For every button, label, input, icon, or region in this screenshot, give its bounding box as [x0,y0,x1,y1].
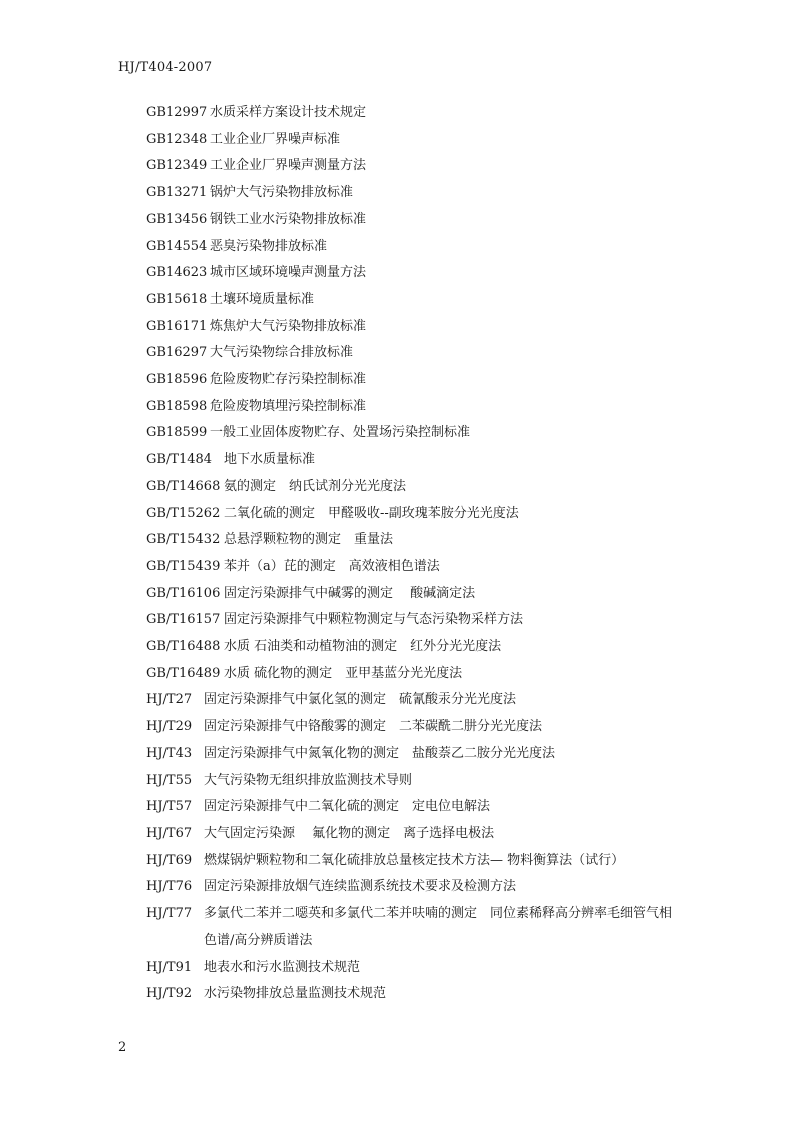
standard-title: 固定污染源排气中碱雾的测定 酸碱滴定法 [224,585,476,601]
reference-item [146,474,706,501]
reference-item [146,367,706,394]
reference-item [146,741,706,768]
standard-title: 二氧化硫的测定 甲醛吸收--副玫瑰苯胺分光光度法 [224,505,519,521]
standard-code: HJ/T43 [146,745,193,761]
standard-code: GB14623 [146,265,208,281]
reference-item [146,554,706,581]
standard-code: HJ/T91 [146,959,193,975]
standard-code: GB18596 [146,372,208,388]
standard-title: 固定污染源排放烟气连续监测系统技术要求及检测方法 [204,879,517,895]
standard-code: GB/T15432 [146,532,221,548]
standard-title: 工业企业厂界噪声测量方法 [210,158,367,174]
standard-title: 水污染物排放总量监测技术规范 [204,986,387,1002]
standard-code: GB/T16106 [146,585,221,601]
normative-references-list [146,100,706,1008]
reference-item [146,901,706,954]
reference-item [146,527,706,554]
standard-code: GB12348 [146,131,208,147]
standard-code: HJ/T67 [146,825,193,841]
standard-title: 工业企业厂界噪声标准 [210,131,341,147]
standard-title: 炼焦炉大气污染物排放标准 [210,318,367,334]
standard-code: GB/T14668 [146,478,221,494]
reference-item [146,207,706,234]
reference-item [146,180,706,207]
standard-title: 水质采样方案设计技术规定 [210,105,367,120]
standard-title: 危险废物贮存污染控制标准 [210,372,367,388]
reference-item [146,607,706,634]
standard-title: 地表水和污水监测技术规范 [204,959,361,975]
reference-item [146,634,706,661]
reference-item [146,394,706,421]
reference-item [146,447,706,474]
reference-item [146,874,706,901]
reference-item [146,340,706,367]
standard-title: 水质 石油类和动植物油的测定 红外分光光度法 [224,639,502,655]
reference-item [146,848,706,875]
reference-item [146,768,706,795]
standard-code: GB18598 [146,398,208,414]
reference-item [146,981,706,1008]
standard-title: 固定污染源排气中氮氧化物的测定 盐酸萘乙二胺分光光度法 [204,745,556,761]
standard-code: GB12349 [146,158,208,174]
reference-item [146,314,706,341]
standard-code: GB/T1484 [146,452,213,468]
reference-item [146,581,706,608]
standard-code: GB15618 [146,291,208,307]
standard-title: 地下水质量标准 [224,452,316,468]
reference-item [146,420,706,447]
standard-code: HJ/T55 [146,772,193,788]
standard-code: HJ/T92 [146,986,193,1002]
standard-code: GB/T16157 [146,612,221,628]
standard-title: 固定污染源排气中铬酸雾的测定 二苯碳酰二肼分光光度法 [204,719,543,735]
standard-code: HJ/T29 [146,719,193,735]
reference-item [146,234,706,261]
standard-title: 恶臭污染物排放标准 [210,238,328,254]
page-number: 2 [118,1040,127,1055]
standard-title: 氨的测定 纳氏试剂分光光度法 [224,478,407,494]
standard-title: 固定污染源排气中颗粒物测定与气态污染物采样方法 [224,612,524,628]
standard-title: 土壤环境质量标准 [210,291,315,307]
standard-code: HJ/T76 [146,879,193,895]
standard-title: 苯并（a）芘的测定 高效液相色谱法 [224,558,440,574]
reference-item [146,127,706,154]
standard-title: 一般工业固体废物贮存、处置场污染控制标准 [210,425,471,441]
reference-item [146,661,706,688]
reference-item [146,501,706,528]
standard-code: GB16171 [146,318,208,334]
reference-item [146,687,706,714]
standard-code: GB/T16489 [146,665,221,681]
standard-code: GB/T15439 [146,558,221,574]
reference-item [146,100,706,127]
standard-title: 总悬浮颗粒物的测定 重量法 [224,532,394,548]
standard-code: HJ/T27 [146,692,193,708]
document-code-header: HJ/T404-2007 [118,60,213,75]
standard-code: HJ/T69 [146,852,193,868]
standard-code: GB/T15262 [146,505,221,521]
reference-item [146,260,706,287]
standard-code: HJ/T77 [146,906,193,922]
standard-code: GB/T16488 [146,639,221,655]
standard-code: GB12997 [146,105,208,120]
standard-code: GB16297 [146,345,208,361]
standard-title: 城市区域环境噪声测量方法 [210,265,367,281]
standard-title: 危险废物填埋污染控制标准 [210,398,367,414]
standard-code: GB13271 [146,185,208,201]
standard-code: GB14554 [146,238,208,254]
standard-title: 多氯代二苯并二噁英和多氯代二苯并呋喃的测定 同位素稀释高分辨率毛细管气相色谱/高分辨质谱法 [204,906,673,948]
standard-code: HJ/T57 [146,799,193,815]
standard-title: 水质 硫化物的测定 亚甲基蓝分光光度法 [224,665,463,681]
standard-title: 大气污染物无组织排放监测技术导则 [204,772,413,788]
reference-item [146,714,706,741]
standard-code: GB18599 [146,425,208,441]
standard-title: 固定污染源排气中二氧化硫的测定 定电位电解法 [204,799,491,815]
reference-item [146,821,706,848]
standard-title: 锅炉大气污染物排放标准 [210,185,354,201]
reference-item [146,153,706,180]
standard-title: 大气固定污染源 氟化物的测定 离子选择电极法 [204,825,495,841]
standard-code: GB13456 [146,211,208,227]
standard-title: 大气污染物综合排放标准 [210,345,354,361]
reference-item [146,287,706,314]
reference-item [146,955,706,982]
standard-title: 燃煤锅炉颗粒物和二氧化硫排放总量核定技术方法— 物料衡算法（试行） [204,852,625,868]
reference-item [146,794,706,821]
standard-title: 固定污染源排气中氯化氢的测定 硫氰酸汞分光光度法 [204,692,517,708]
standard-title: 钢铁工业水污染物排放标准 [210,211,367,227]
